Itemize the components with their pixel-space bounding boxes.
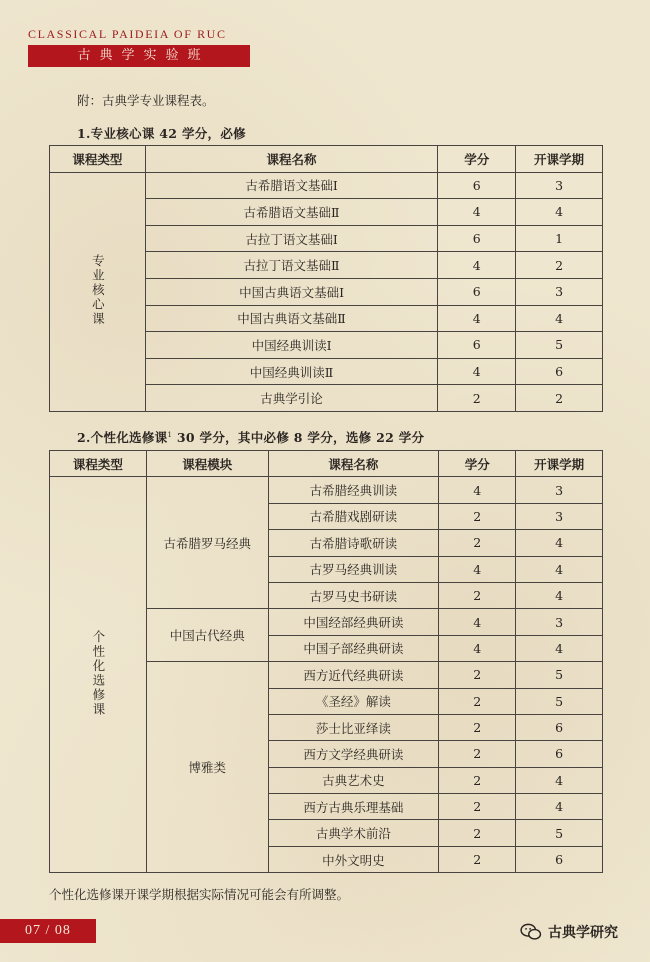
- credit-cell: 2: [438, 385, 516, 412]
- column-header: 课程类型: [50, 451, 147, 477]
- table-row: [50, 477, 603, 503]
- term-cell: 4: [516, 199, 603, 226]
- column-header: 开课学期: [516, 451, 603, 477]
- course-name-cell: 古希腊戏剧研读: [268, 503, 439, 529]
- column-header: 学分: [438, 146, 516, 173]
- appendix-label: 附：古典学专业课程表。: [77, 93, 215, 108]
- term-cell: 5: [516, 332, 603, 359]
- course-name-cell: 古典学术前沿: [268, 820, 439, 846]
- credit-cell: 2: [439, 820, 516, 846]
- column-header: 课程名称: [268, 451, 439, 477]
- course-name-cell: 古罗马史书研读: [268, 582, 439, 608]
- course-name-cell: 中外文明史: [268, 846, 439, 872]
- brand: [520, 922, 618, 942]
- term-cell: 4: [516, 305, 603, 332]
- course-name-cell: 中国古典语文基础Ⅰ: [145, 278, 437, 305]
- footnote: 个性化选修课开课学期根据实际情况可能会有所调整。: [49, 887, 350, 902]
- section2-title-main: 2.个性化选修课: [77, 430, 168, 445]
- column-header: 课程模块: [146, 451, 268, 477]
- table-row: [50, 172, 603, 199]
- credit-cell: 2: [439, 530, 516, 556]
- term-cell: 4: [516, 794, 603, 820]
- course-name-cell: 中国经典训读Ⅱ: [145, 358, 437, 385]
- term-cell: 3: [516, 172, 603, 199]
- credit-cell: 6: [438, 172, 516, 199]
- term-cell: 4: [516, 767, 603, 793]
- credit-cell: 4: [438, 252, 516, 279]
- credit-cell: 4: [439, 556, 516, 582]
- term-cell: 5: [516, 662, 603, 688]
- course-name-cell: 中国经部经典研读: [268, 609, 439, 635]
- credit-cell: 2: [439, 662, 516, 688]
- course-name-cell: 古罗马经典训读: [268, 556, 439, 582]
- credit-cell: 4: [439, 477, 516, 503]
- course-name-cell: 西方文学经典研读: [268, 741, 439, 767]
- credit-cell: 4: [439, 635, 516, 661]
- wechat-icon: [520, 923, 542, 941]
- credit-cell: 6: [438, 225, 516, 252]
- term-cell: 6: [516, 358, 603, 385]
- term-cell: 5: [516, 820, 603, 846]
- section1-title: 1.专业核心课 42 学分，必修: [77, 126, 246, 141]
- credit-cell: 4: [438, 199, 516, 226]
- course-name-cell: 莎士比亚绎读: [268, 714, 439, 740]
- course-name-cell: 古拉丁语文基础Ⅰ: [145, 225, 437, 252]
- credit-cell: 2: [439, 794, 516, 820]
- course-module-cell: 博雅类: [146, 662, 268, 873]
- table-header-row: [50, 451, 603, 477]
- credit-cell: 2: [439, 582, 516, 608]
- course-name-cell: 中国经典训读Ⅰ: [145, 332, 437, 359]
- header: [28, 26, 250, 67]
- credit-cell: 4: [438, 305, 516, 332]
- brand-name: 古典学研究: [548, 925, 618, 941]
- term-cell: 6: [516, 714, 603, 740]
- course-type-label: 专业核心课: [90, 254, 106, 327]
- column-header: 学分: [439, 451, 516, 477]
- term-cell: 5: [516, 688, 603, 714]
- course-type-label: 个性化选修课: [90, 629, 106, 717]
- credit-cell: 2: [439, 846, 516, 872]
- section2-title-rest: 30 学分，其中必修 8 学分，选修 22 学分: [172, 430, 425, 445]
- course-name-cell: 古拉丁语文基础Ⅱ: [145, 252, 437, 279]
- course-name-cell: 中国子部经典研读: [268, 635, 439, 661]
- column-header: 课程类型: [50, 146, 146, 173]
- credit-cell: 6: [438, 278, 516, 305]
- course-module-cell: 中国古代经典: [146, 609, 268, 662]
- course-name-cell: 古希腊语文基础Ⅰ: [145, 172, 437, 199]
- course-name-cell: 古典学引论: [145, 385, 437, 412]
- credit-cell: 2: [439, 688, 516, 714]
- term-cell: 4: [516, 556, 603, 582]
- course-name-cell: 古希腊诗歌研读: [268, 530, 439, 556]
- term-cell: 4: [516, 530, 603, 556]
- credit-cell: 2: [439, 741, 516, 767]
- term-cell: 3: [516, 503, 603, 529]
- course-name-cell: 《圣经》解读: [268, 688, 439, 714]
- term-cell: 2: [516, 385, 603, 412]
- term-cell: 1: [516, 225, 603, 252]
- column-header: 课程名称: [145, 146, 437, 173]
- course-module-cell: 古希腊罗马经典: [146, 477, 268, 609]
- term-cell: 4: [516, 582, 603, 608]
- term-cell: 6: [516, 741, 603, 767]
- term-cell: 3: [516, 278, 603, 305]
- course-type-cell: [50, 172, 146, 411]
- credit-cell: 4: [439, 609, 516, 635]
- column-header: 开课学期: [516, 146, 603, 173]
- section2-title: [77, 428, 424, 446]
- credit-cell: 4: [438, 358, 516, 385]
- course-name-cell: 西方近代经典研读: [268, 662, 439, 688]
- term-cell: 3: [516, 477, 603, 503]
- course-type-cell: [50, 477, 147, 873]
- course-name-cell: 古典艺术史: [268, 767, 439, 793]
- credit-cell: 6: [438, 332, 516, 359]
- term-cell: 6: [516, 846, 603, 872]
- term-cell: 3: [516, 609, 603, 635]
- credit-cell: 2: [439, 767, 516, 793]
- course-name-cell: 中国古典语文基础Ⅱ: [145, 305, 437, 332]
- header-english-title: CLASSICAL PAIDEIA OF RUC: [28, 27, 227, 41]
- footnote-marker: 1: [167, 430, 173, 439]
- table-header-row: [50, 146, 603, 173]
- course-name-cell: 西方古典乐理基础: [268, 794, 439, 820]
- credit-cell: 2: [439, 714, 516, 740]
- credit-cell: 2: [439, 503, 516, 529]
- course-name-cell: 古希腊语文基础Ⅱ: [145, 199, 437, 226]
- core-course-table: [49, 145, 603, 412]
- page-number: 07 / 08: [0, 919, 96, 943]
- term-cell: 2: [516, 252, 603, 279]
- elective-course-table: [49, 450, 603, 873]
- term-cell: 4: [516, 635, 603, 661]
- header-chinese-title: 古典学实验班: [28, 45, 250, 67]
- course-name-cell: 古希腊经典训读: [268, 477, 439, 503]
